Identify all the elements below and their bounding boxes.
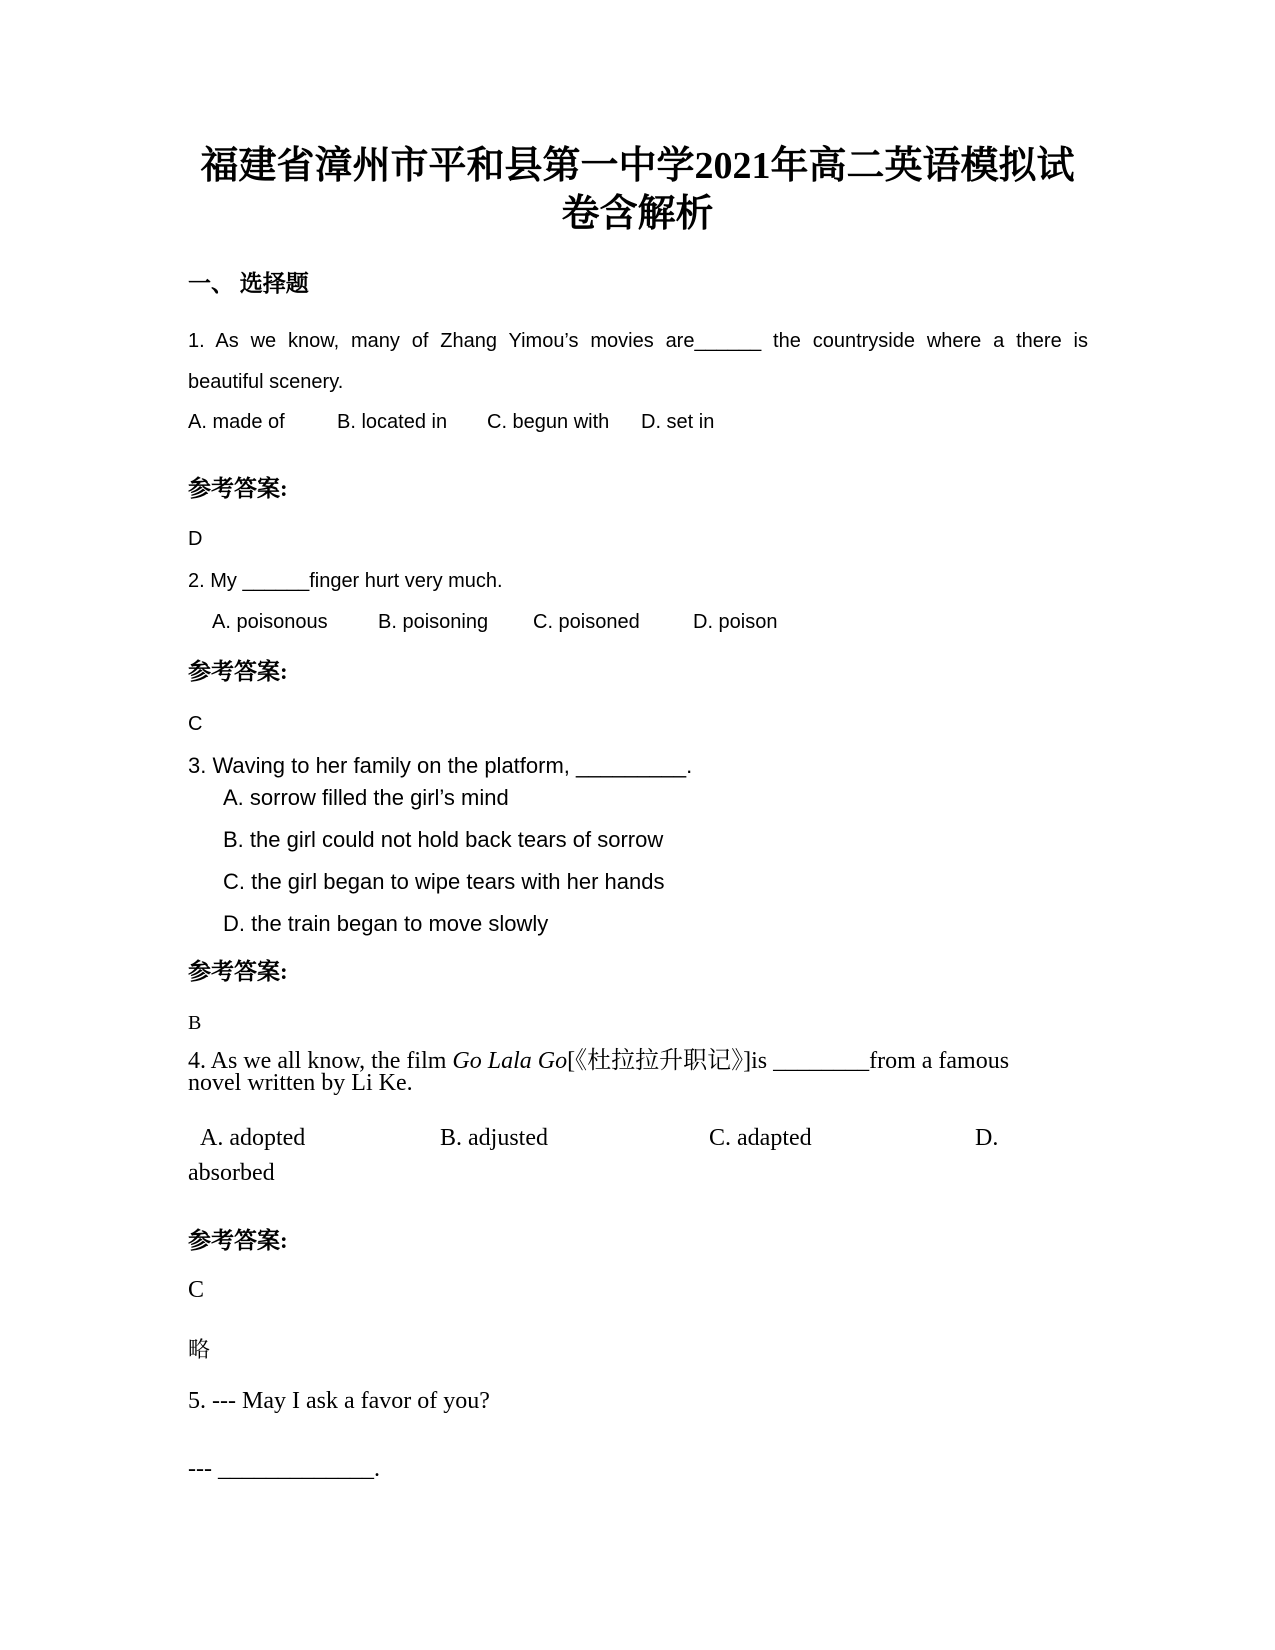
question-1-option-c: C. begun with [487, 411, 610, 433]
question-2-answer-label: 参考答案: [188, 659, 288, 684]
question-4-stem-post: [《杜拉拉升职记》]is ________from a famous [567, 1048, 1010, 1074]
question-1-answer-label: 参考答案: [188, 476, 288, 501]
question-1-answer: D [188, 528, 203, 550]
question-1-option-d: D. set in [641, 411, 715, 433]
question-3-stem: 3. Waving to her family on the platform, _________. [188, 753, 693, 778]
question-3-option-a: A. sorrow filled the girl’s mind [223, 785, 509, 810]
question-4-option-b: B. adjusted [440, 1125, 548, 1151]
question-2-option-b: B. poisoning [378, 611, 489, 633]
question-1-option-a: A. made of [188, 411, 285, 433]
question-2-option-d: D. poison [693, 611, 778, 633]
question-3-answer: B [188, 1012, 202, 1034]
question-3-option-d: D. the train began to move slowly [223, 911, 549, 936]
question-4-note: 略 [188, 1337, 211, 1362]
question-4-answer-label: 参考答案: [188, 1228, 288, 1253]
question-4-answer: C [188, 1277, 205, 1303]
question-1-stem-line-1: 1. As we know, many of Zhang Yimou’s movies are______ the countryside where a there is [188, 330, 1088, 352]
question-4-option-d: D. [975, 1125, 999, 1151]
question-2-answer: C [188, 713, 203, 735]
question-4-option-c: C. adapted [709, 1125, 812, 1151]
question-3-option-b: B. the girl could not hold back tears of sorrow [223, 827, 664, 852]
question-4-stem-pre: 4. As we all know, the film [188, 1048, 453, 1074]
question-4-option-d-text: absorbed [188, 1160, 275, 1186]
question-1-stem-line-2: beautiful scenery. [188, 371, 344, 393]
question-1-option-b: B. located in [337, 411, 448, 433]
question-4-stem-line-2: novel written by Li Ke. [188, 1070, 413, 1096]
question-4-film-title: Go Lala Go [452, 1048, 568, 1074]
document-title-line-2: 卷含解析 [561, 193, 714, 235]
question-5-stem-line-2: --- _____________. [188, 1456, 380, 1482]
question-5-stem-line-1: 5. --- May I ask a favor of you? [188, 1388, 490, 1414]
question-2-option-a: A. poisonous [212, 611, 328, 633]
question-3-answer-label: 参考答案: [188, 959, 288, 984]
section-heading: 一、 选择题 [188, 271, 309, 296]
question-4-option-a: A. adopted [200, 1125, 306, 1151]
question-2-option-c: C. poisoned [533, 611, 640, 633]
question-3-option-c: C. the girl began to wipe tears with her hands [223, 869, 665, 894]
document-title-line-1: 福建省漳州市平和县第一中学2021年高二英语模拟试 [200, 145, 1075, 187]
question-2-stem: 2. My ______finger hurt very much. [188, 570, 503, 592]
